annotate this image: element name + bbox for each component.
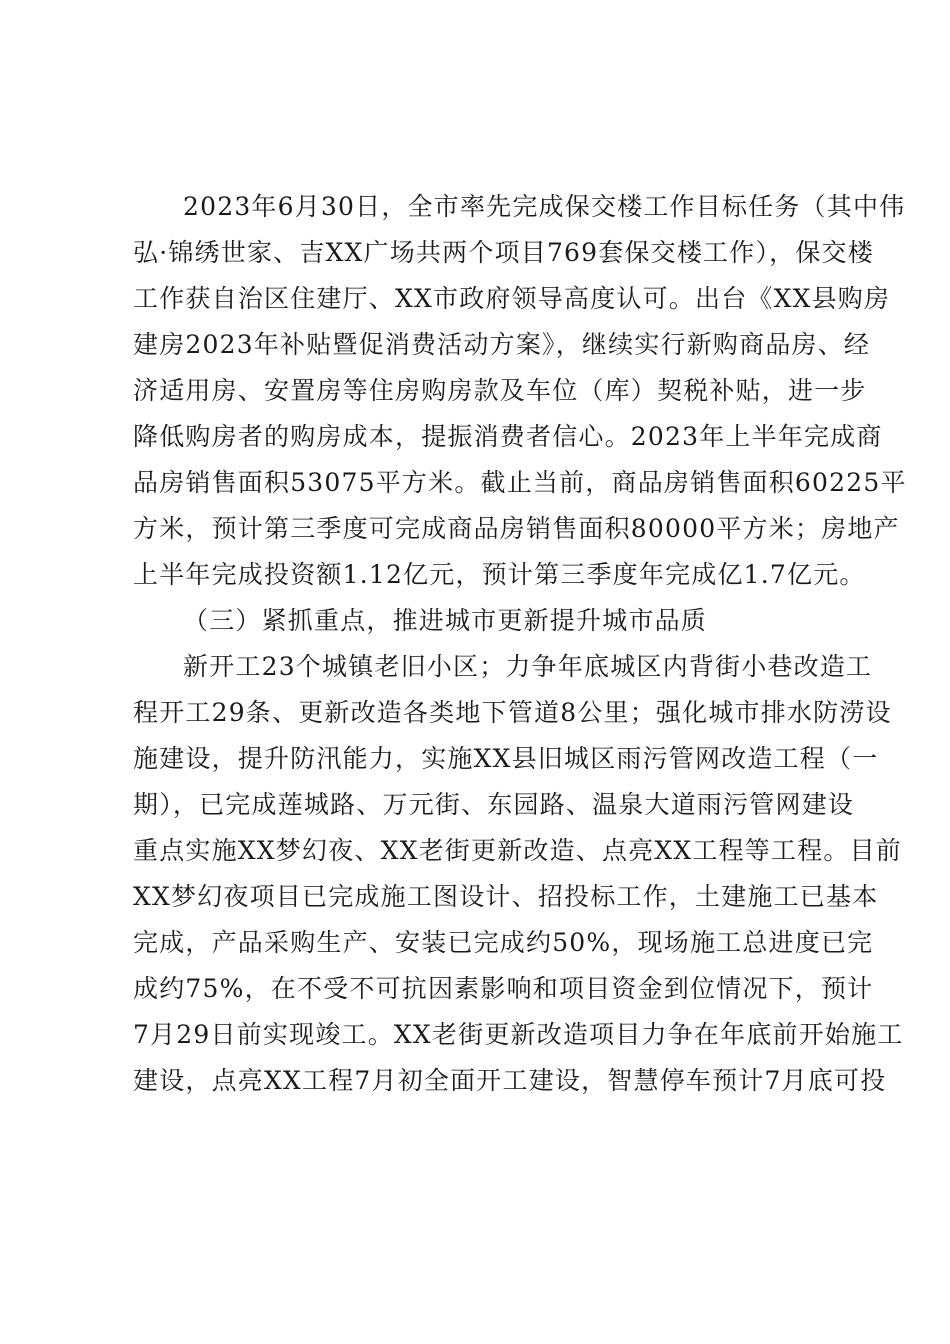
paragraph-line: 上半年完成投资额1.12亿元，预计第三季度年完成亿1.7亿元。 <box>133 560 866 589</box>
paragraph-line: 期），已完成莲城路、万元街、东园路、温泉大道雨污管网建设 <box>133 790 855 819</box>
paragraph-line: XX梦幻夜项目已完成施工图设计、招投标工作，土建施工已基本 <box>133 882 879 911</box>
paragraph-line: 施建设，提升防汛能力，实施XX县旧城区雨污管网改造工程（一 <box>133 744 879 773</box>
paragraph-line: 建设，点亮XX工程7月初全面开工建设，智慧停车预计7月底可投 <box>133 1066 887 1095</box>
paragraph-line: 新开工23个城镇老旧小区；力争年底城区内背街小巷改造工 <box>183 652 873 681</box>
paragraph-line: 程开工29条、更新改造各类地下管道8公里；强化城市排水防涝设 <box>133 698 892 727</box>
paragraph-line: 济适用房、安置房等住房购房款及车位（库）契税补贴，进一步 <box>133 376 867 405</box>
document-body <box>133 184 907 1104</box>
paragraph-line: 2023年6月30日，全市率先完成保交楼工作目标任务（其中伟 <box>183 192 906 221</box>
paragraph-line: 工作获自治区住建厅、XX市政府领导高度认可。出台《XX县购房 <box>133 284 891 313</box>
paragraph-line: 重点实施XX梦幻夜、XX老街更新改造、点亮XX工程等工程。目前 <box>133 836 902 865</box>
section-heading: （三）紧抓重点，推进城市更新提升城市品质 <box>183 606 708 635</box>
paragraph-line: 7月29日前实现竣工。XX老街更新改造项目力争在年底前开始施工 <box>133 1020 904 1049</box>
paragraph-line: 品房销售面积53075平方米。截止当前，商品房销售面积60225平 <box>133 468 907 497</box>
paragraph-line: 成约75%，在不受不可抗因素影响和项目资金到位情况下，预计 <box>133 974 874 1003</box>
paragraph-line: 完成，产品采购生产、安装已完成约50%，现场施工总进度已完 <box>133 928 874 957</box>
paragraph-line: 建房2023年补贴暨促消费活动方案》，继续实行新购商品房、经 <box>133 330 871 359</box>
paragraph-line: 降低购房者的购房成本，提振消费者信心。2023年上半年完成商 <box>133 422 883 451</box>
paragraph-line: 弘·锦绣世家、吉XX广场共两个项目769套保交楼工作），保交楼 <box>133 238 874 267</box>
paragraph-line: 方米，预计第三季度可完成商品房销售面积80000平方米；房地产 <box>133 514 900 543</box>
